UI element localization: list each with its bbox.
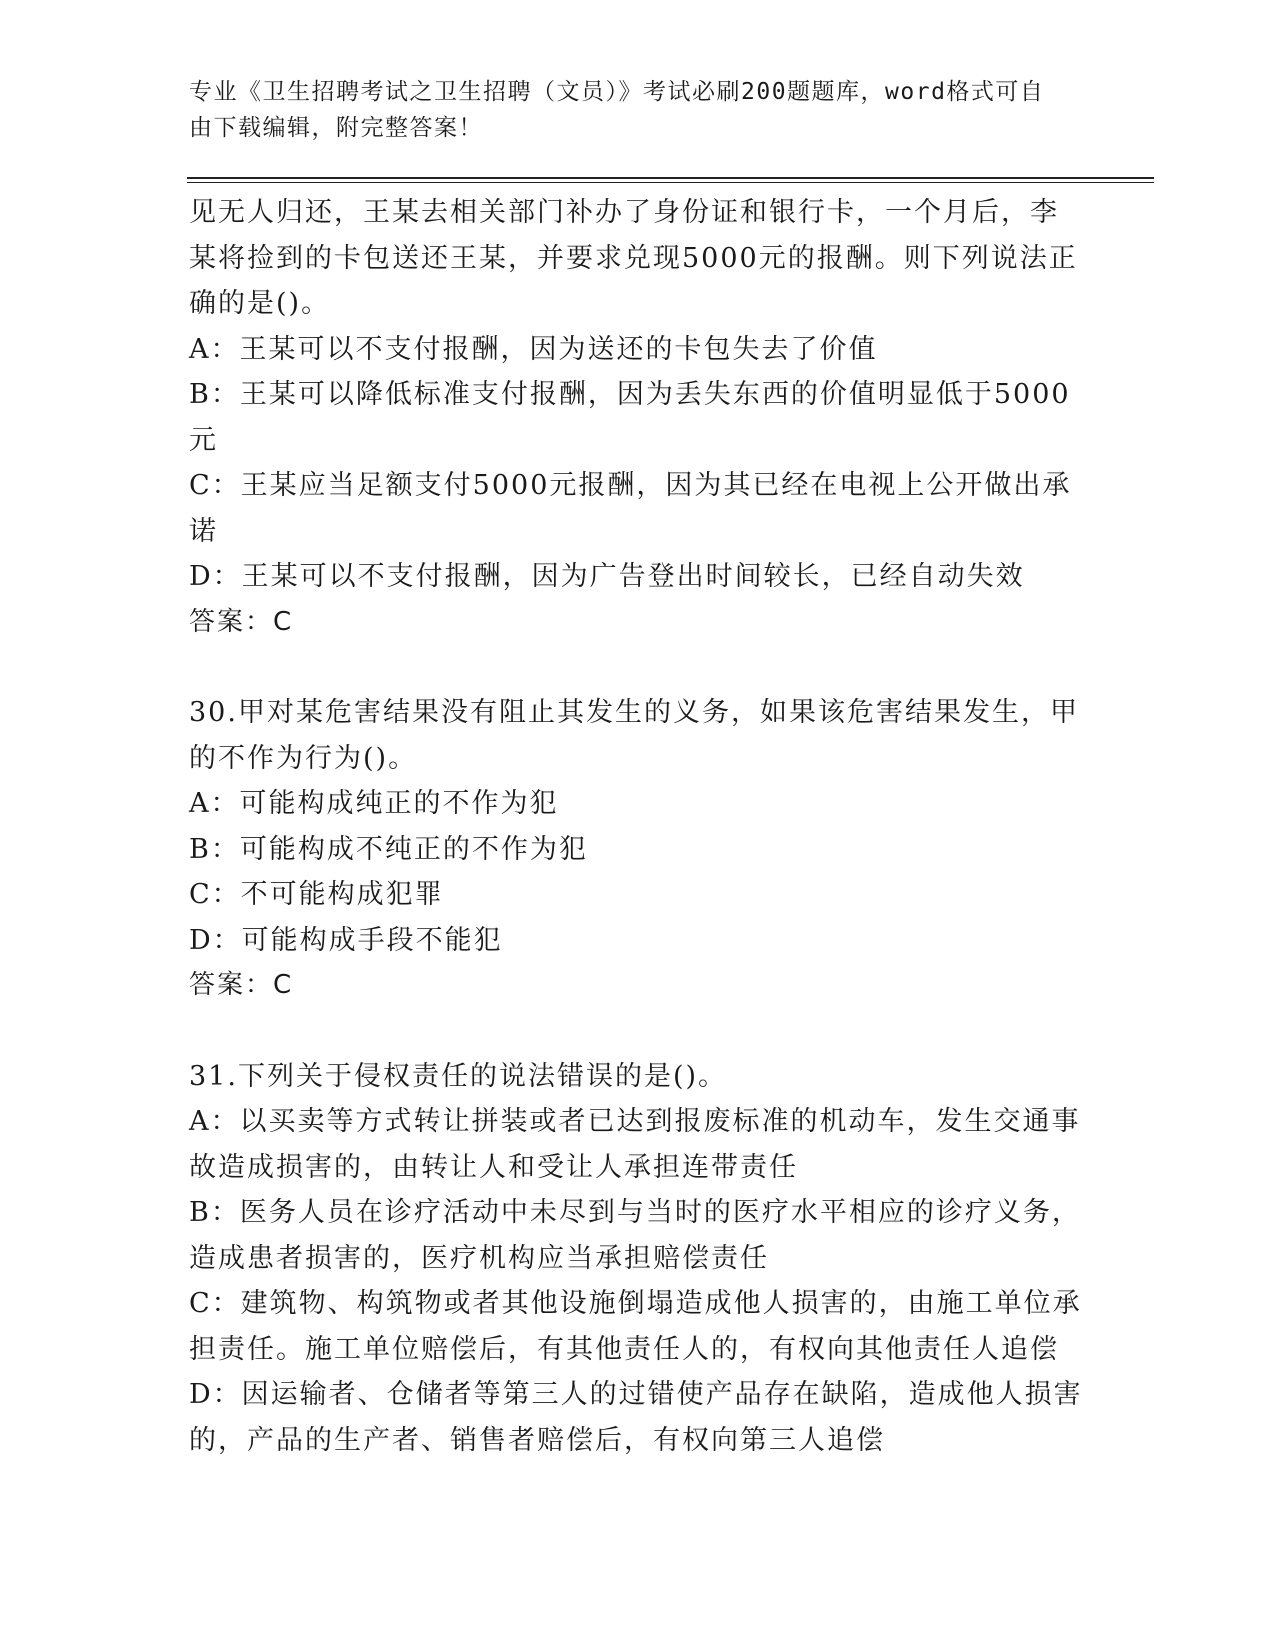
option-b: B：王某可以降低标准支付报酬，因为丢失东西的价值明显低于5000 <box>189 379 1071 410</box>
question-stem-line: 某将捡到的卡包送还王某，并要求兑现5000元的报酬。则下列说法正 <box>189 242 1078 274</box>
question-content <box>189 190 1083 1463</box>
question-stem-line: 31.下列关于侵权责任的说法错误的是()。 <box>189 1060 728 1092</box>
question-stem-line: 的不作为行为()。 <box>189 742 418 774</box>
option-c: C：不可能构成犯罪 <box>189 879 444 910</box>
option-c-continued: 诺 <box>189 515 218 547</box>
question-stem-line: 30.甲对某危害结果没有阻止其发生的义务，如果该危害结果发生，甲 <box>189 697 1079 728</box>
answer-label: 答案：C <box>189 970 294 1000</box>
question-29 <box>189 190 1078 645</box>
option-d: D：可能构成手段不能犯 <box>189 924 503 956</box>
option-b: B：可能构成不纯正的不作为犯 <box>189 833 588 865</box>
question-stem-line: 见无人归还，王某去相关部门补办了身份证和银行卡，一个月后，李 <box>189 197 1059 228</box>
option-d: D：因运输者、仓储者等第三人的过错使产品存在缺陷，造成他人损害 <box>189 1379 1083 1410</box>
header-line-1: 专业《卫生招聘考试之卫生招聘（文员）》考试必刷200题题库，word格式可自 <box>189 79 1045 105</box>
option-c: C：王某应当足额支付5000元报酬，因为其已经在电视上公开做出承 <box>189 470 1072 501</box>
answer-label: 答案：C <box>189 606 294 637</box>
option-b-continued: 元 <box>189 424 218 456</box>
option-a-continued: 故造成损害的，由转让人和受让人承担连带责任 <box>189 1151 798 1183</box>
header-line-2: 由下载编辑，附完整答案！ <box>189 115 483 141</box>
option-a: A：王某可以不支付报酬，因为送还的卡包失去了价值 <box>189 333 878 365</box>
question-31 <box>189 1054 1083 1464</box>
option-d-continued: 的，产品的生产者、销售者赔偿后，有权向第三人追偿 <box>189 1424 885 1456</box>
option-a: A：可能构成纯正的不作为犯 <box>189 788 559 819</box>
question-spacer <box>189 1009 1069 1054</box>
option-c-continued: 担责任。施工单位赔偿后，有其他责任人的，有权向其他责任人追偿 <box>189 1333 1059 1365</box>
option-b-continued: 造成患者损害的，医疗机构应当承担赔偿责任 <box>189 1242 769 1274</box>
document-header <box>189 74 1069 146</box>
question-stem-line: 确的是()。 <box>189 288 331 319</box>
header-divider-thick <box>187 177 1154 179</box>
question-spacer <box>189 645 1069 690</box>
question-30 <box>189 690 1079 1009</box>
option-d: D：王某可以不支付报酬，因为广告登出时间较长，已经自动失效 <box>189 561 1025 592</box>
option-c: C：建筑物、构筑物或者其他设施倒塌造成他人损害的，由施工单位承 <box>189 1288 1082 1319</box>
option-a: A：以买卖等方式转让拼装或者已达到报废标准的机动车，发生交通事 <box>189 1106 1081 1137</box>
option-b: B：医务人员在诊疗活动中未尽到与当时的医疗水平相应的诊疗义务， <box>189 1197 1081 1228</box>
header-divider-thin <box>187 182 1154 183</box>
